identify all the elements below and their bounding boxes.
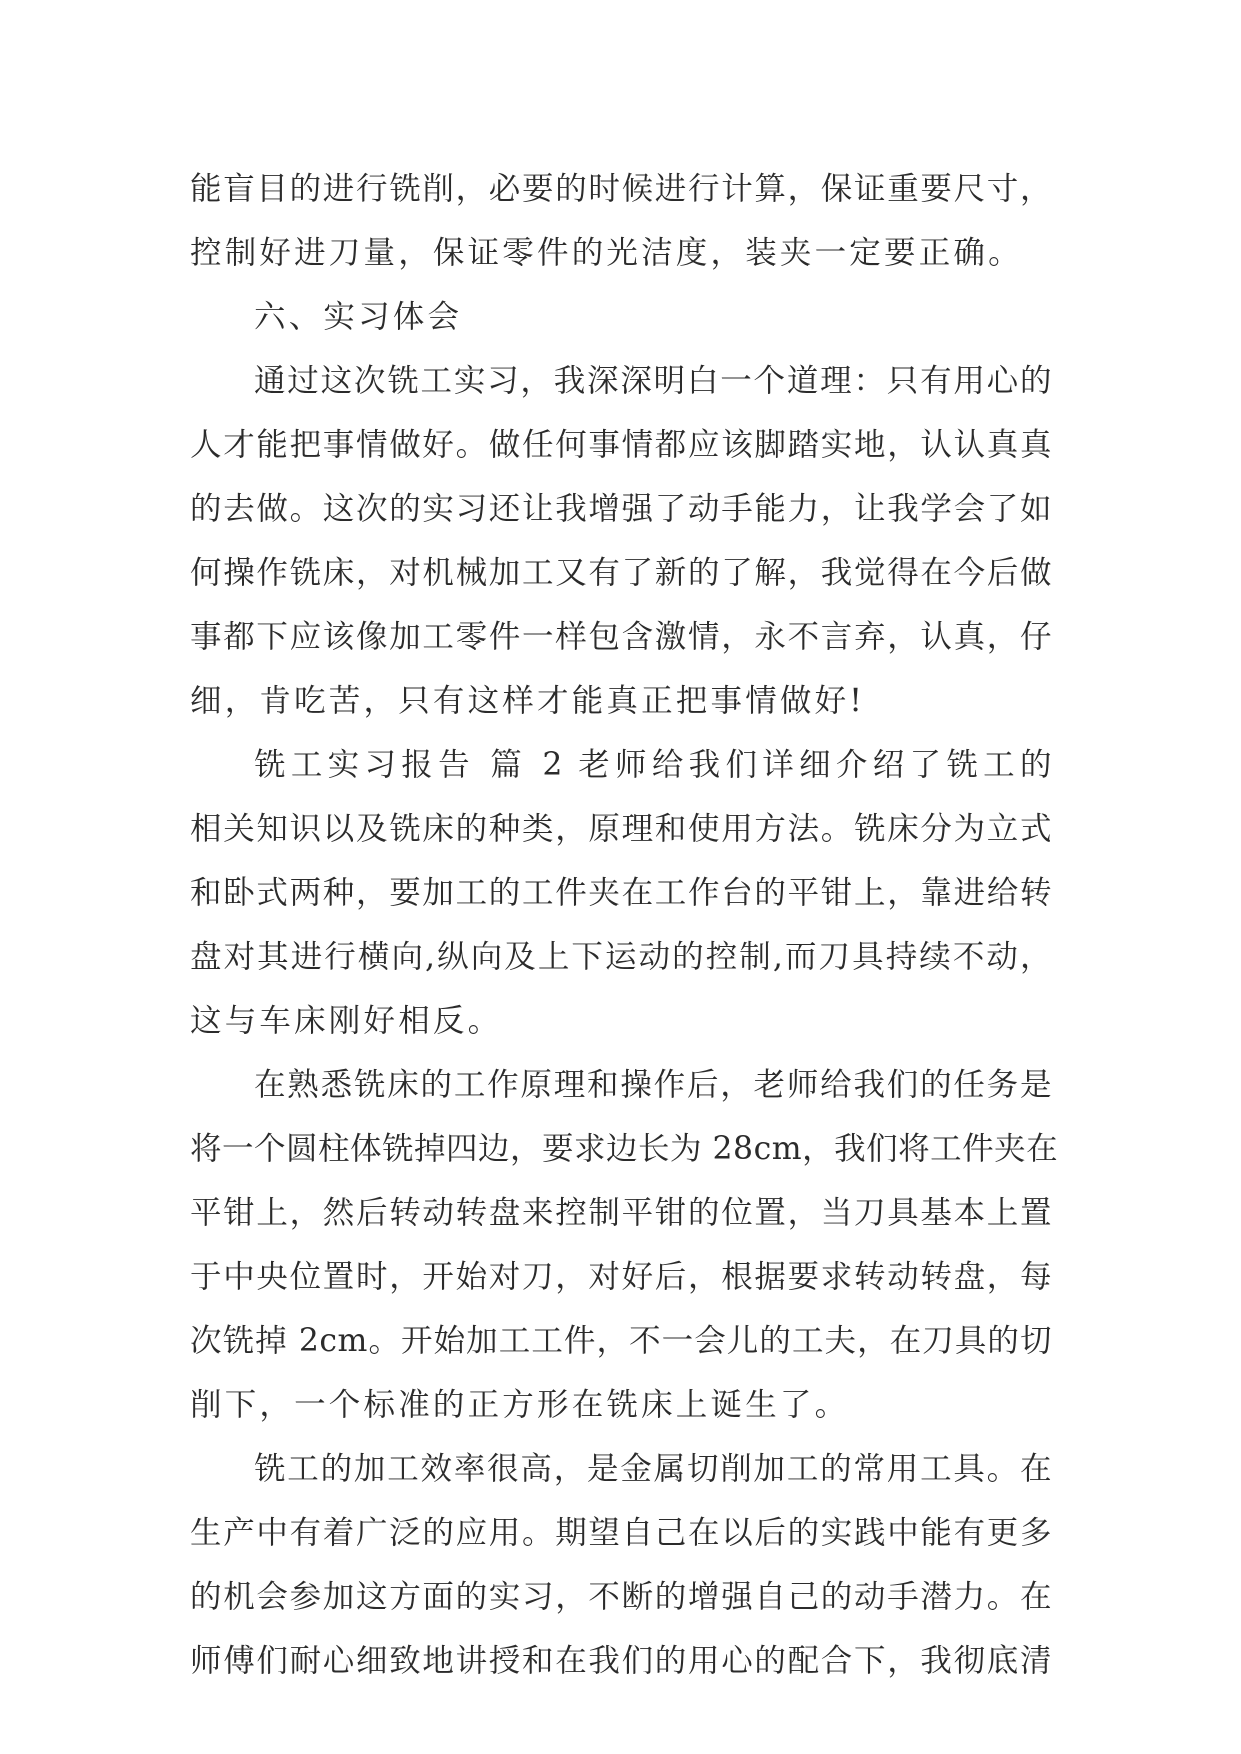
text-line: 这与车床刚好相反。 — [190, 1003, 503, 1039]
text-line: 师傅们耐心细致地讲授和在我们的用心的配合下，我彻底清 — [190, 1643, 1052, 1679]
text-line: 将一个圆柱体铣掉四边，要求边长为 28cm，我们将工件夹在 — [190, 1131, 1059, 1167]
text-line: 盘对其进行横向,纵向及上下运动的控制,而刀具持续不动， — [190, 939, 1052, 975]
text-line: 削下，一个标准的正方形在铣床上诞生了。 — [190, 1387, 850, 1423]
text-line: 细，肯吃苦，只有这样才能真正把事情做好! — [190, 683, 866, 719]
text-line: 于中央位置时，开始对刀，对好后，根据要求转动转盘，每 — [190, 1259, 1052, 1295]
text-line: 通过这次铣工实习，我深深明白一个道理：只有用心的 — [254, 363, 1052, 399]
text-line: 的去做。这次的实习还让我增强了动手能力，让我学会了如 — [190, 491, 1052, 527]
text-line: 次铣掉 2cm。开始加工工件，不一会儿的工夫，在刀具的切 — [190, 1323, 1052, 1359]
text-line: 事都下应该像加工零件一样包含激情，永不言弃，认真，仔 — [190, 619, 1052, 655]
text-line: 铣工实习报告 篇 2 老师给我们详细介绍了铣工的 — [254, 747, 1052, 783]
text-line: 生产中有着广泛的应用。期望自己在以后的实践中能有更多 — [190, 1515, 1052, 1551]
text-line: 何操作铣床，对机械加工又有了新的了解，我觉得在今后做 — [190, 555, 1052, 591]
text-line: 平钳上，然后转动转盘来控制平钳的位置，当刀具基本上置 — [190, 1195, 1052, 1231]
text-line: 控制好进刀量，保证零件的光洁度，装夹一定要正确。 — [190, 235, 1023, 271]
text-line: 的机会参加这方面的实习，不断的增强自己的动手潜力。在 — [190, 1579, 1052, 1615]
text-line: 能盲目的进行铣削，必要的时候进行计算，保证重要尺寸， — [190, 171, 1052, 207]
document-body — [190, 157, 1059, 1693]
text-line: 人才能把事情做好。做任何事情都应该脚踏实地，认认真真 — [190, 427, 1052, 463]
text-line: 铣工的加工效率很高，是金属切削加工的常用工具。在 — [254, 1451, 1052, 1487]
text-line: 相关知识以及铣床的种类，原理和使用方法。铣床分为立式 — [190, 811, 1052, 847]
text-line: 六、实习体会 — [254, 299, 463, 335]
text-line: 和卧式两种，要加工的工件夹在工作台的平钳上，靠进给转 — [190, 875, 1052, 911]
text-line: 在熟悉铣床的工作原理和操作后，老师给我们的任务是 — [254, 1067, 1052, 1103]
